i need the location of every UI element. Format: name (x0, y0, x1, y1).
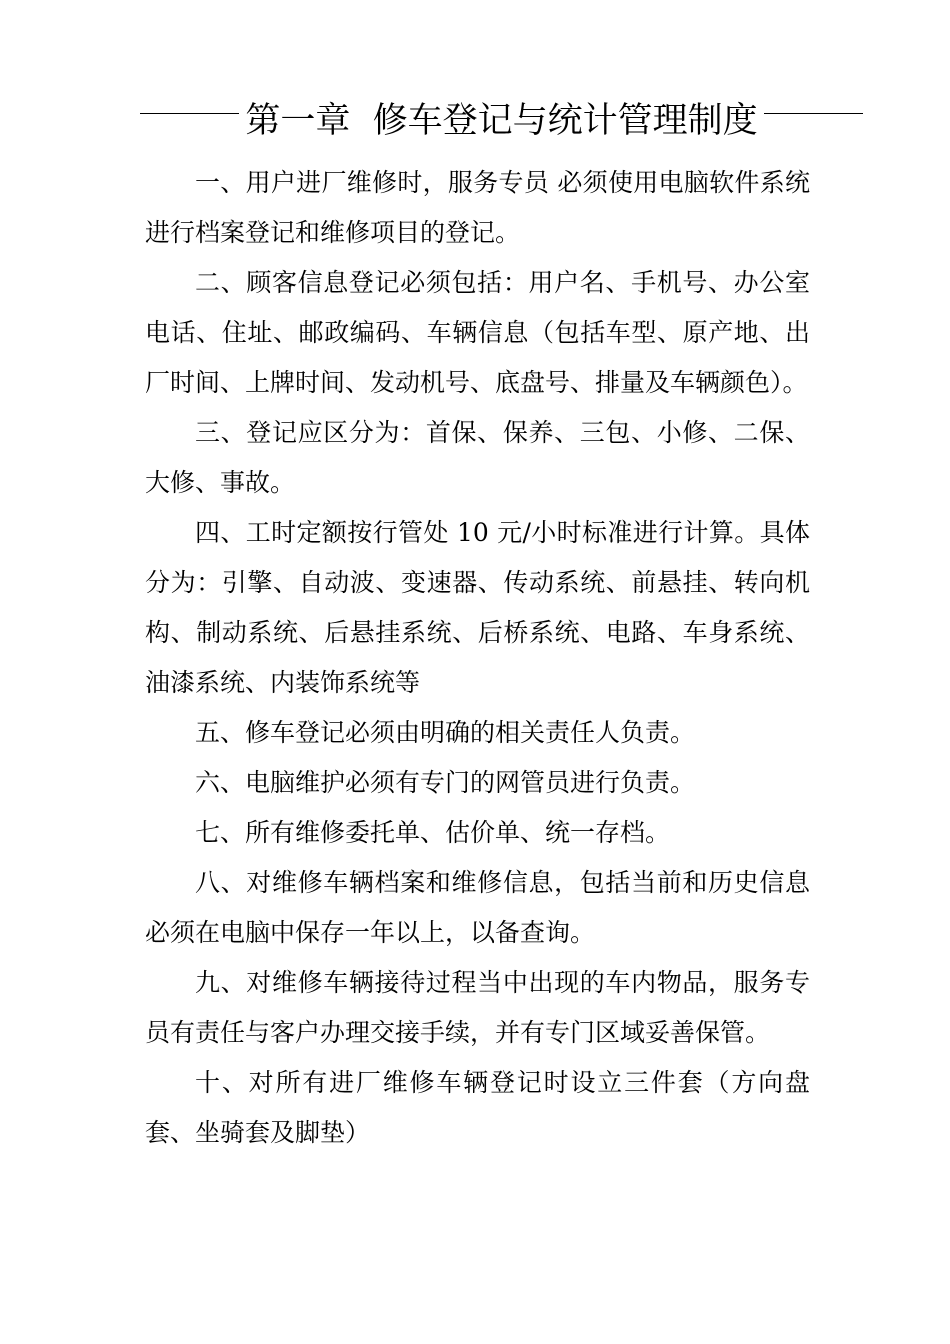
document-body (145, 158, 810, 1158)
paragraph-3: 三、登记应区分为：首保、保养、三包、小修、二保、大修、事故。 (145, 418, 810, 497)
paragraph-1: 一、用户进厂维修时，服务专员 必须使用电脑软件系统进行档案登记和维修项目的登记。 (145, 168, 810, 247)
paragraph-4: 四、工时定额按行管处 10 元/小时标准进行计算。具体分为：引擎、自动波、变速器、传动系统、前悬挂、转向机构、制动系统、后悬挂系统、后桥系统、电路、车身系统、油漆系统、内装饰系统等 (145, 518, 810, 697)
paragraph-7: 七、所有维修委托单、估价单、统一存档。 (195, 818, 671, 847)
paragraph-2: 二、顾客信息登记必须包括：用户名、手机号、办公室电话、住址、邮政编码、车辆信息（包括车型、原产地、出厂时间、上牌时间、发动机号、底盘号、排量及车辆颜色）。 (145, 268, 810, 397)
paragraph-5: 五、修车登记必须由明确的相关责任人负责。 (195, 718, 696, 747)
paragraph-10: 十、对所有进厂维修车辆登记时设立三件套（方向盘套、坐骑套及脚垫） (145, 1068, 810, 1147)
paragraph-9: 九、对维修车辆接待过程当中出现的车内物品，服务专员有责任与客户办理交接手续，并有专门区域妥善保管。 (145, 968, 810, 1047)
chapter-title (140, 93, 863, 149)
paragraph-6: 六、电脑维护必须有专门的网管员进行负责。 (195, 768, 696, 797)
chapter-title-text: 第一章 修车登记与统计管理制度 (239, 101, 763, 141)
paragraph-8: 八、对维修车辆档案和维修信息，包括当前和历史信息必须在电脑中保存一年以上，以备查询。 (145, 868, 810, 947)
